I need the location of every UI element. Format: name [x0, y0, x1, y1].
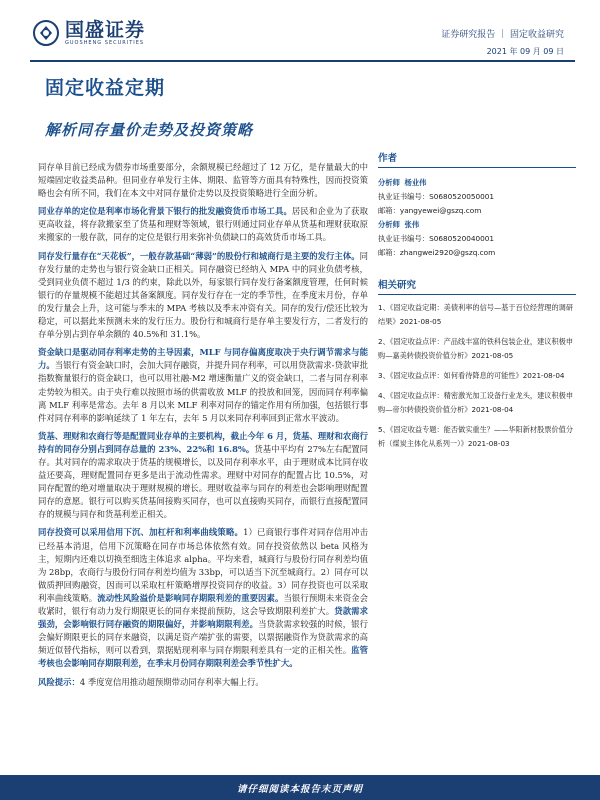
author-role: 分析师 [378, 220, 400, 229]
paragraph-rates [38, 346, 368, 425]
author-name: 杨业伟 [404, 178, 427, 187]
strategy-highlight-4: 监管考核也会影响同存期限利差，在季末月份同存期限利差会季节性扩大。 [38, 645, 369, 669]
strategy-highlight: 同存投资可以采用信用下沉、加杠杆和利率曲线策略。 [38, 527, 244, 538]
author-cert: 执业证书编号：S0680520050001 [378, 192, 495, 201]
risk-text: 4 季度宽信用推动超预期带动同存利率大幅上行。 [79, 677, 264, 688]
holders-text: 货基中平均有 27%左右配置同存。其对同存的需求取决于货基的规模增长，以及同存利率水平，由于理财成本比同存收益还要高，理财配置同存更多是出于流动性需求。理财中对同存的配置占比 10.5%，对同存配置的绝对增量取决于理财规模的增长。理财收益率与同存的利差也会影响理财配置同存的意愿。银行可以购买货基间接购买同存，也可以直接购买同存，而银行直接配置同存的规模与同存和货基利差正相关。 [38, 443, 368, 520]
positioning-highlight: 同业存单的定位是利率市场化背景下银行的批发融资货币市场工具。 [38, 206, 292, 217]
related-item[interactable]: 5、《固定收益专题：能否做实重生？——华阳新材股票价值分析（煤炭主体化从系列一）》2021-08-03 [378, 425, 574, 448]
related-item[interactable]: 1、《固定收益定期：美债利率的信号—基于百位经营理的调研结果》2021-08-05 [378, 303, 574, 326]
author-name-row [378, 218, 576, 232]
paragraph-positioning [38, 205, 368, 244]
author-email[interactable]: 邮箱：zhangwei2920@gszq.com [378, 248, 496, 257]
section-title: 固定收益定期 [45, 77, 166, 99]
related-research-panel [378, 277, 576, 451]
author-name-row [378, 176, 576, 190]
logo-mark-icon [33, 20, 59, 46]
holders-highlight: 货基、理财和农商行等是配置同业存单的主要机构，截止今年 6 月，货基、理财和农商行持有的同存分别占到同存总量的 23%、22%和 16.8%。 [38, 430, 368, 454]
author-name: 张伟 [404, 220, 420, 229]
report-title: 解析同存量价走势及投资策略 [45, 121, 254, 139]
rates-highlight: 资金缺口是驱动同存利率走势的主导因素，MLF 与同存偏离度取决于央行调节需求与能力。 [38, 347, 368, 371]
strategy-text-2: 当银行预期未来资金会收紧时，银行有动力发行期限更长的同存来提前预防，这会导致期限利差扩大。 [38, 592, 369, 616]
company-logo [33, 18, 173, 48]
report-type: 证券研究报告 ｜ 固定收益研究 [441, 30, 564, 40]
related-item[interactable]: 4、《固定收益点评：精密激光加工设备行业龙头，建议积极申购—帝尔转债投资价值分析》2021-08-04 [378, 391, 574, 414]
rates-text: 当银行有资金缺口时，会加大同存融资，并提升同存利率，可以用贷款需求-贷款审批指数衡量银行的资金缺口，也可以用社融-M2 增速衡量广义的资金缺口，二者与同存利率走势较为相关。由于央行难以按照市场的供需收放 MLF 的投放和回笼，因而同存利率偏离 MLF 利率是常态。去年 8 月以来 MLF 利率对同存的锚定作用有所加强，包括银行事件对同存利率的影响延续了 1 年左右，去年 5 月以来同存利率回到正常水平波动。 [38, 360, 369, 423]
report-date: 2021 年 09 月 09 日 [486, 47, 564, 56]
issuance-highlight: 同存发行量存在“天花板”，一般存款基础“薄弱”的股份行和城商行是主要的发行主体。 [38, 250, 360, 261]
paragraph-strategy [38, 526, 368, 670]
related-item[interactable]: 3、《固定收益点评：如何看待降息的可能性》2021-08-04 [378, 371, 565, 380]
strategy-text-3: 当贷款需求较强的时候，银行会偏好期限更长的同存来融资，以满足资产端扩张的需要，以票据融资作为贷款需求的高频近似替代指标，则可以看到，票据贴现利率与同存期限利差具有一定的正相关性。 [38, 619, 369, 656]
issuance-text: 同存发行量的走势也与银行资金缺口正相关。同存融资已经纳入 MPA 中的同业负债考核，受到同业负债不超过 1/3 的约束，除此以外，每家银行同存发行备案额度管理，任何时候银行的存量规模不能超过其备案额度。同存发行存在一定的季节性，在季度末月份，存单的发行量会上升，这可能与季末的 MPA 考核以及季末冲资有关。同存的发行/偿还比较为稳定，可以据此来预测未来的发行压力。股份行和城商行是存单主要发行方，二者发行的存单分别占到存单余额的 40.5%和 31.1%。 [38, 250, 368, 340]
paragraph-issuance [38, 250, 368, 342]
footer-disclaimer: 请仔细阅读本报告末页声明 [236, 784, 363, 795]
intro-text: 同存单目前已经成为债券市场重要部分，余额规模已经超过了 12 万亿，是存量最大的中短端固定收益类品种。但同业存单发行主体、期限、监管等方面具有特殊性，因而投资策略也会有所不同，我们在本文中对同存量价走势以及投资策略进行全面分析。 [38, 162, 368, 199]
logo-name-en: GUOSHENG SECURITIES [65, 39, 145, 46]
report-body [38, 161, 368, 695]
risk-warning [38, 676, 368, 689]
authors-heading: 作者 [378, 150, 576, 168]
strategy-text: 1）已商银行事件对同存信用冲击已经基本消退，信用下沉策略在同存市场总体依然有效。同存投资依然以 beta 风格为主，短期内还难以切换至细选主体追求 alpha。平均来看，城商行与股份行同存利差均值为 28bp，农商行与股份行同存利差均值为 33bp，可以适当下沉至城商行。2）同存可以做质押回购融资，因而可以采取杠杆策略增厚投资同存的收益。3）同存投资也可以采取利率曲线策略。 [38, 527, 369, 603]
strategy-highlight-3: 贷款需求强劲，会影响银行同存融资的期限偏好，并影响期限利差。 [38, 606, 369, 630]
related-item[interactable]: 2、《固定收益点评：产品线丰富的铁科包装企业，建议积极申购—嘉美转债投资价值分析》2021-08-05 [378, 337, 574, 360]
paragraph-holders [38, 430, 368, 522]
author-role: 分析师 [378, 178, 400, 187]
authors-panel [378, 150, 576, 260]
positioning-text: 居民和企业为了获取更高收益，将存款搬家至了货基和理财等领域，银行则通过同业存单从货基和理财获取原来搬家的一般存款，同存的定位是银行用来弥补负债缺口的高效货币市场工具。 [38, 206, 369, 243]
strategy-highlight-2: 流动性风险溢价是影响同存期限利差的重要因素。 [97, 592, 284, 603]
author-cert: 执业证书编号：S0680520040001 [378, 234, 495, 243]
author-email[interactable]: 邮箱：yangyewei@gszq.com [378, 206, 482, 215]
risk-label: 风险提示： [38, 677, 80, 688]
header-divider [30, 60, 575, 62]
related-heading: 相关研究 [378, 277, 576, 295]
logo-name-cn: 国盛证券 [65, 18, 146, 41]
intro-paragraph [38, 161, 368, 200]
